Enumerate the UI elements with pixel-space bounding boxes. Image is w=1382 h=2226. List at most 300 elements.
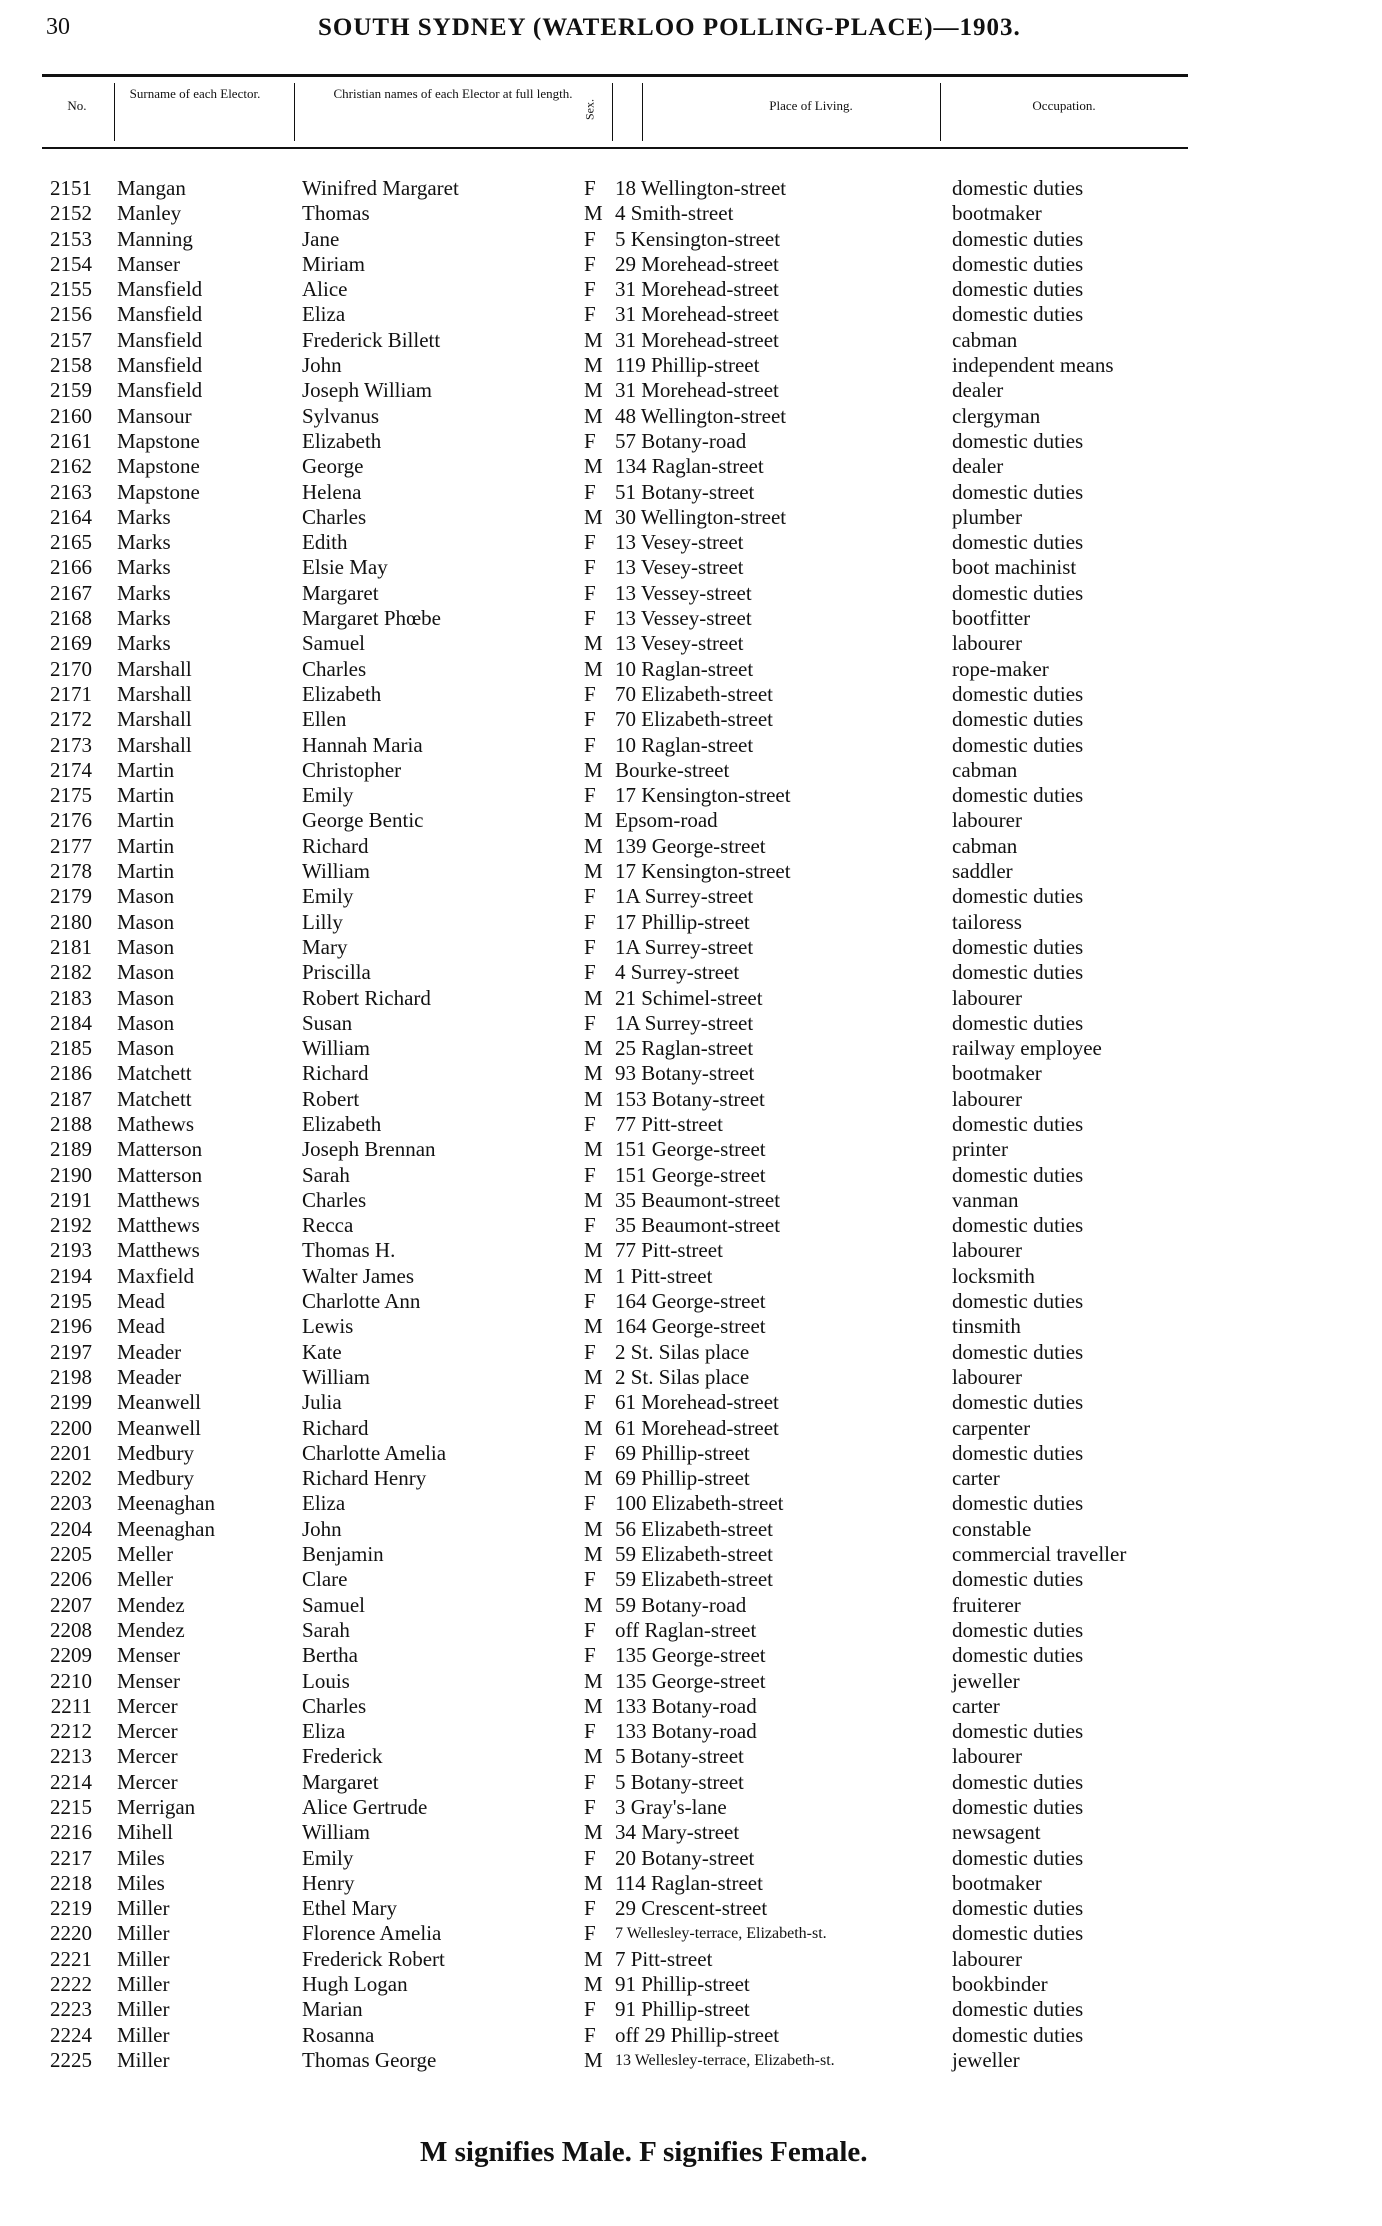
- sex: M: [584, 403, 603, 428]
- sex: F: [584, 226, 596, 251]
- surname: Mihell: [117, 1820, 173, 1845]
- sex: F: [584, 1896, 596, 1921]
- table-row: [0, 505, 1382, 530]
- elector-number: 2205: [50, 1542, 92, 1567]
- elector-number: 2183: [50, 985, 92, 1010]
- surname: Miller: [117, 1997, 170, 2022]
- table-row: [0, 1238, 1382, 1263]
- sex: M: [584, 2047, 603, 2072]
- sex: M: [584, 1744, 603, 1769]
- place-of-living: 133 Botany-road: [615, 1719, 757, 1744]
- sex: M: [584, 1946, 603, 1971]
- occupation: dealer: [952, 378, 1004, 403]
- christian-names: Jane: [302, 226, 340, 251]
- sex: M: [584, 1542, 603, 1567]
- elector-number: 2207: [50, 1592, 92, 1617]
- surname: Matthews: [117, 1238, 200, 1263]
- place-of-living: 2 St. Silas place: [615, 1339, 750, 1364]
- table-row: [0, 1567, 1382, 1592]
- elector-number: 2208: [50, 1617, 92, 1642]
- occupation: cabman: [952, 327, 1018, 352]
- surname: Marshall: [117, 656, 192, 681]
- occupation: domestic duties: [952, 1567, 1084, 1592]
- christian-names: Charles: [302, 1693, 367, 1718]
- elector-number: 2181: [50, 934, 92, 959]
- occupation: domestic duties: [952, 1769, 1084, 1794]
- elector-number: 2202: [50, 1466, 92, 1491]
- christian-names: Charlotte Amelia: [302, 1440, 447, 1465]
- occupation: domestic duties: [952, 479, 1084, 504]
- surname: Meader: [117, 1339, 182, 1364]
- table-row: [0, 986, 1382, 1011]
- place-of-living: 91 Phillip-street: [615, 1997, 750, 2022]
- table-row: [0, 176, 1382, 201]
- place-of-living: 119 Phillip-street: [615, 353, 760, 378]
- table-row: [0, 1213, 1382, 1238]
- table-row: [0, 1416, 1382, 1441]
- elector-number: 2193: [50, 1238, 92, 1263]
- surname: Mapstone: [117, 479, 200, 504]
- elector-number: 2182: [50, 960, 92, 985]
- surname: Mason: [117, 909, 175, 934]
- occupation: domestic duties: [952, 1795, 1084, 1819]
- sex: F: [584, 960, 596, 985]
- elector-number: 2160: [50, 403, 92, 428]
- christian-names: Hannah Maria: [302, 732, 423, 757]
- christian-names: Elizabeth: [302, 428, 382, 453]
- occupation: carpenter: [952, 1415, 1031, 1440]
- table-row: [0, 1087, 1382, 1112]
- table-row: [0, 252, 1382, 277]
- surname: Mercer: [117, 1693, 178, 1718]
- surname: Menser: [117, 1668, 180, 1693]
- christian-names: Hugh Logan: [302, 1972, 408, 1997]
- footer-legend: M signifies Male. F signifies Female.: [420, 2136, 868, 2168]
- sex: F: [584, 1491, 596, 1516]
- table-row: [0, 758, 1382, 783]
- elector-number: 2218: [50, 1870, 92, 1895]
- surname: Mathews: [117, 1111, 194, 1136]
- sex: F: [584, 428, 596, 453]
- surname: Manning: [117, 226, 193, 251]
- occupation: domestic duties: [952, 1921, 1084, 1946]
- occupation: domestic duties: [952, 176, 1084, 200]
- header-sex: Sex.: [582, 99, 597, 120]
- occupation: domestic duties: [952, 1390, 1084, 1415]
- occupation: domestic duties: [952, 1643, 1084, 1668]
- occupation: domestic duties: [952, 681, 1084, 706]
- place-of-living: 69 Phillip-street: [615, 1440, 750, 1465]
- christian-names: Lewis: [302, 1314, 354, 1339]
- place-of-living: 35 Beaumont-street: [615, 1187, 781, 1212]
- occupation: labourer: [952, 1744, 1022, 1769]
- table-row: [0, 657, 1382, 682]
- table-row: [0, 429, 1382, 454]
- occupation: domestic duties: [952, 226, 1084, 251]
- elector-number: 2158: [50, 353, 92, 378]
- elector-number: 2212: [50, 1719, 92, 1744]
- sex: F: [584, 1339, 596, 1364]
- christian-names: Ellen: [302, 707, 347, 732]
- elector-number: 2223: [50, 1997, 92, 2022]
- occupation: dealer: [952, 454, 1004, 479]
- surname: Meenaghan: [117, 1491, 215, 1516]
- surname: Marks: [117, 530, 171, 555]
- elector-number: 2167: [50, 580, 92, 605]
- sex: M: [584, 1061, 603, 1086]
- elector-number: 2163: [50, 479, 92, 504]
- christian-names: Margaret Phœbe: [302, 606, 441, 631]
- christian-names: John: [302, 1516, 342, 1541]
- elector-number: 2204: [50, 1516, 92, 1541]
- elector-number: 2211: [50, 1693, 92, 1718]
- place-of-living: 59 Elizabeth-street: [615, 1567, 774, 1592]
- elector-list: [0, 176, 1382, 2073]
- table-row: [0, 1112, 1382, 1137]
- occupation: jeweller: [952, 2047, 1020, 2072]
- occupation: domestic duties: [952, 1162, 1084, 1187]
- sex: M: [584, 1086, 603, 1111]
- elector-number: 2197: [50, 1339, 92, 1364]
- place-of-living: 10 Raglan-street: [615, 732, 754, 757]
- column-header-row: [42, 74, 1188, 149]
- occupation: domestic duties: [952, 2022, 1084, 2047]
- elector-number: 2213: [50, 1744, 92, 1769]
- table-row: [0, 1517, 1382, 1542]
- surname: Marks: [117, 631, 171, 656]
- place-of-living: 51 Botany-street: [615, 479, 755, 504]
- table-row: [0, 1314, 1382, 1339]
- occupation: labourer: [952, 1238, 1022, 1263]
- table-row: [0, 1846, 1382, 1871]
- elector-number: 2178: [50, 859, 92, 884]
- sex: F: [584, 1162, 596, 1187]
- sex: M: [584, 504, 603, 529]
- elector-number: 2186: [50, 1061, 92, 1086]
- divider: [612, 83, 613, 141]
- surname: Matterson: [117, 1162, 203, 1187]
- surname: Mercer: [117, 1719, 178, 1744]
- sex: F: [584, 909, 596, 934]
- sex: M: [584, 808, 603, 833]
- table-row: [0, 1061, 1382, 1086]
- christian-names: Elsie May: [302, 555, 388, 580]
- divider: [642, 83, 643, 141]
- sex: F: [584, 277, 596, 302]
- christian-names: Mary: [302, 934, 348, 959]
- elector-number: 2174: [50, 757, 92, 782]
- occupation: domestic duties: [952, 1491, 1084, 1516]
- place-of-living: 77 Pitt-street: [615, 1111, 723, 1136]
- christian-names: Charles: [302, 504, 367, 529]
- table-row: [0, 834, 1382, 859]
- surname: Mason: [117, 960, 175, 985]
- place-of-living: 151 George-street: [615, 1137, 766, 1162]
- surname: Medbury: [117, 1466, 194, 1491]
- place-of-living: 100 Elizabeth-street: [615, 1491, 784, 1516]
- sex: F: [584, 783, 596, 808]
- place-of-living: 10 Raglan-street: [615, 656, 754, 681]
- elector-number: 2184: [50, 1010, 92, 1035]
- christian-names: John: [302, 353, 342, 378]
- surname: Manley: [117, 201, 182, 226]
- place-of-living: 30 Wellington-street: [615, 504, 787, 529]
- sex: F: [584, 302, 596, 327]
- elector-number: 2196: [50, 1314, 92, 1339]
- place-of-living: 7 Pitt-street: [615, 1946, 713, 1971]
- surname: Mansfield: [117, 277, 203, 302]
- place-of-living: 61 Morehead-street: [615, 1390, 779, 1415]
- table-row: [0, 555, 1382, 580]
- sex: M: [584, 1668, 603, 1693]
- occupation: domestic duties: [952, 251, 1084, 276]
- occupation: clergyman: [952, 403, 1041, 428]
- table-row: [0, 631, 1382, 656]
- table-row: [0, 1871, 1382, 1896]
- christian-names: William: [302, 1820, 370, 1845]
- sex: F: [584, 1719, 596, 1744]
- surname: Miller: [117, 1972, 170, 1997]
- place-of-living: 13 Vessey-street: [615, 580, 752, 605]
- sex: F: [584, 1010, 596, 1035]
- table-row: [0, 378, 1382, 403]
- table-row: [0, 606, 1382, 631]
- occupation: locksmith: [952, 1263, 1035, 1288]
- table-row: [0, 1947, 1382, 1972]
- christian-names: George Bentic: [302, 808, 424, 833]
- table-row: [0, 1289, 1382, 1314]
- occupation: domestic duties: [952, 530, 1084, 555]
- occupation: independent means: [952, 353, 1114, 378]
- elector-number: 2161: [50, 428, 92, 453]
- surname: Miller: [117, 2047, 170, 2072]
- elector-number: 2209: [50, 1643, 92, 1668]
- place-of-living: 135 George-street: [615, 1668, 766, 1693]
- elector-number: 2177: [50, 833, 92, 858]
- sex: F: [584, 707, 596, 732]
- elector-number: 2216: [50, 1820, 92, 1845]
- table-row: [0, 1137, 1382, 1162]
- table-row: [0, 1466, 1382, 1491]
- table-row: [0, 2023, 1382, 2048]
- table-row: [0, 859, 1382, 884]
- christian-names: Winifred Margaret: [302, 176, 459, 200]
- sex: M: [584, 1820, 603, 1845]
- place-of-living: 70 Elizabeth-street: [615, 681, 774, 706]
- place-of-living: 13 Vesey-street: [615, 631, 744, 656]
- christian-names: Alice: [302, 277, 348, 302]
- elector-number: 2153: [50, 226, 92, 251]
- elector-number: 2221: [50, 1946, 92, 1971]
- surname: Matchett: [117, 1086, 192, 1111]
- sex: F: [584, 681, 596, 706]
- place-of-living: 29 Crescent-street: [615, 1896, 768, 1921]
- surname: Martin: [117, 808, 175, 833]
- occupation: plumber: [952, 504, 1022, 529]
- surname: Mercer: [117, 1744, 178, 1769]
- surname: Mapstone: [117, 454, 200, 479]
- elector-number: 2225: [50, 2047, 92, 2072]
- sex: M: [584, 201, 603, 226]
- table-row: [0, 404, 1382, 429]
- occupation: domestic duties: [952, 1289, 1084, 1314]
- sex: F: [584, 176, 596, 200]
- elector-number: 2185: [50, 1036, 92, 1061]
- table-row: [0, 277, 1382, 302]
- sex: F: [584, 1643, 596, 1668]
- occupation: domestic duties: [952, 1997, 1084, 2022]
- occupation: bootmaker: [952, 201, 1042, 226]
- table-row: [0, 1997, 1382, 2022]
- occupation: domestic duties: [952, 1339, 1084, 1364]
- occupation: newsagent: [952, 1820, 1041, 1845]
- elector-number: 2217: [50, 1845, 92, 1870]
- christian-names: Elizabeth: [302, 681, 382, 706]
- place-of-living: 114 Raglan-street: [615, 1870, 763, 1895]
- table-row: [0, 2048, 1382, 2073]
- occupation: labourer: [952, 1086, 1022, 1111]
- christian-names: Margaret: [302, 1769, 379, 1794]
- christian-names: Ethel Mary: [302, 1896, 398, 1921]
- occupation: bootmaker: [952, 1870, 1042, 1895]
- occupation: vanman: [952, 1187, 1019, 1212]
- sex: F: [584, 1390, 596, 1415]
- christian-names: Sylvanus: [302, 403, 380, 428]
- table-row: [0, 1744, 1382, 1769]
- elector-number: 2175: [50, 783, 92, 808]
- sex: M: [584, 631, 603, 656]
- elector-number: 2166: [50, 555, 92, 580]
- christian-names: Samuel: [302, 631, 365, 656]
- surname: Meader: [117, 1364, 182, 1389]
- surname: Martin: [117, 757, 175, 782]
- christian-names: Richard: [302, 1415, 369, 1440]
- christian-names: Helena: [302, 479, 362, 504]
- surname: Matthews: [117, 1213, 200, 1238]
- place-of-living: 153 Botany-street: [615, 1086, 765, 1111]
- occupation: domestic duties: [952, 960, 1084, 985]
- christian-names: Joseph Brennan: [302, 1137, 436, 1162]
- table-row: [0, 1264, 1382, 1289]
- christian-names: Charles: [302, 656, 367, 681]
- occupation: domestic duties: [952, 732, 1084, 757]
- occupation: bookbinder: [952, 1972, 1048, 1997]
- sex: F: [584, 1795, 596, 1819]
- christian-names: Richard: [302, 833, 369, 858]
- table-row: [0, 783, 1382, 808]
- sex: M: [584, 1516, 603, 1541]
- sex: F: [584, 479, 596, 504]
- elector-number: 2162: [50, 454, 92, 479]
- elector-number: 2195: [50, 1289, 92, 1314]
- christian-names: Thomas: [302, 201, 370, 226]
- table-row: [0, 960, 1382, 985]
- divider: [940, 83, 941, 141]
- sex: F: [584, 1921, 596, 1946]
- surname: Mead: [117, 1314, 165, 1339]
- place-of-living: 1 Pitt-street: [615, 1263, 713, 1288]
- christian-names: Eliza: [302, 1491, 346, 1516]
- occupation: commercial traveller: [952, 1542, 1127, 1567]
- table-row: [0, 1820, 1382, 1845]
- occupation: fruiterer: [952, 1592, 1021, 1617]
- divider: [114, 83, 115, 141]
- occupation: railway employee: [952, 1036, 1102, 1061]
- sex: M: [584, 1972, 603, 1997]
- sex: F: [584, 1567, 596, 1592]
- christian-names: Frederick: [302, 1744, 383, 1769]
- place-of-living: 13 Vessey-street: [615, 606, 752, 631]
- occupation: domestic duties: [952, 934, 1084, 959]
- table-row: [0, 935, 1382, 960]
- elector-number: 2170: [50, 656, 92, 681]
- occupation: domestic duties: [952, 277, 1084, 302]
- occupation: tailoress: [952, 909, 1022, 934]
- place-of-living: 35 Beaumont-street: [615, 1213, 781, 1238]
- christian-names: Henry: [302, 1870, 355, 1895]
- place-of-living: 56 Elizabeth-street: [615, 1516, 774, 1541]
- surname: Marks: [117, 504, 171, 529]
- sex: F: [584, 1845, 596, 1870]
- occupation: bootfitter: [952, 606, 1031, 631]
- header-place-of-living: Place of Living.: [769, 98, 853, 113]
- occupation: saddler: [952, 859, 1013, 884]
- table-row: [0, 1011, 1382, 1036]
- table-row: [0, 1593, 1382, 1618]
- place-of-living: 31 Morehead-street: [615, 277, 779, 302]
- sex: M: [584, 833, 603, 858]
- christian-names: George: [302, 454, 364, 479]
- occupation: domestic duties: [952, 302, 1084, 327]
- elector-number: 2189: [50, 1137, 92, 1162]
- sex: F: [584, 884, 596, 909]
- elector-number: 2188: [50, 1111, 92, 1136]
- christian-names: Samuel: [302, 1592, 365, 1617]
- surname: Mason: [117, 934, 175, 959]
- place-of-living: 61 Morehead-street: [615, 1415, 779, 1440]
- elector-number: 2206: [50, 1567, 92, 1592]
- divider: [294, 83, 295, 141]
- christian-names: Robert: [302, 1086, 360, 1111]
- place-of-living: 133 Botany-road: [615, 1693, 757, 1718]
- occupation: domestic duties: [952, 1896, 1084, 1921]
- sex: M: [584, 757, 603, 782]
- surname: Meller: [117, 1567, 173, 1592]
- elector-number: 2157: [50, 327, 92, 352]
- surname: Matchett: [117, 1061, 192, 1086]
- occupation: cabman: [952, 833, 1018, 858]
- occupation: labourer: [952, 985, 1022, 1010]
- sex: M: [584, 1693, 603, 1718]
- elector-number: 2203: [50, 1491, 92, 1516]
- elector-number: 2191: [50, 1187, 92, 1212]
- occupation: bootmaker: [952, 1061, 1042, 1086]
- elector-number: 2156: [50, 302, 92, 327]
- place-of-living: 2 St. Silas place: [615, 1364, 750, 1389]
- table-row: [0, 454, 1382, 479]
- surname: Mason: [117, 1036, 175, 1061]
- surname: Meenaghan: [117, 1516, 215, 1541]
- header-christian-names: Christian names of each Elector at full length.: [333, 86, 573, 101]
- place-of-living: 7 Wellesley-terrace, Elizabeth-st.: [615, 1925, 827, 1943]
- sex: M: [584, 985, 603, 1010]
- sex: M: [584, 1364, 603, 1389]
- christian-names: Benjamin: [302, 1542, 384, 1567]
- surname: Meller: [117, 1542, 173, 1567]
- elector-number: 2219: [50, 1896, 92, 1921]
- christian-names: Joseph William: [302, 378, 433, 403]
- sex: F: [584, 251, 596, 276]
